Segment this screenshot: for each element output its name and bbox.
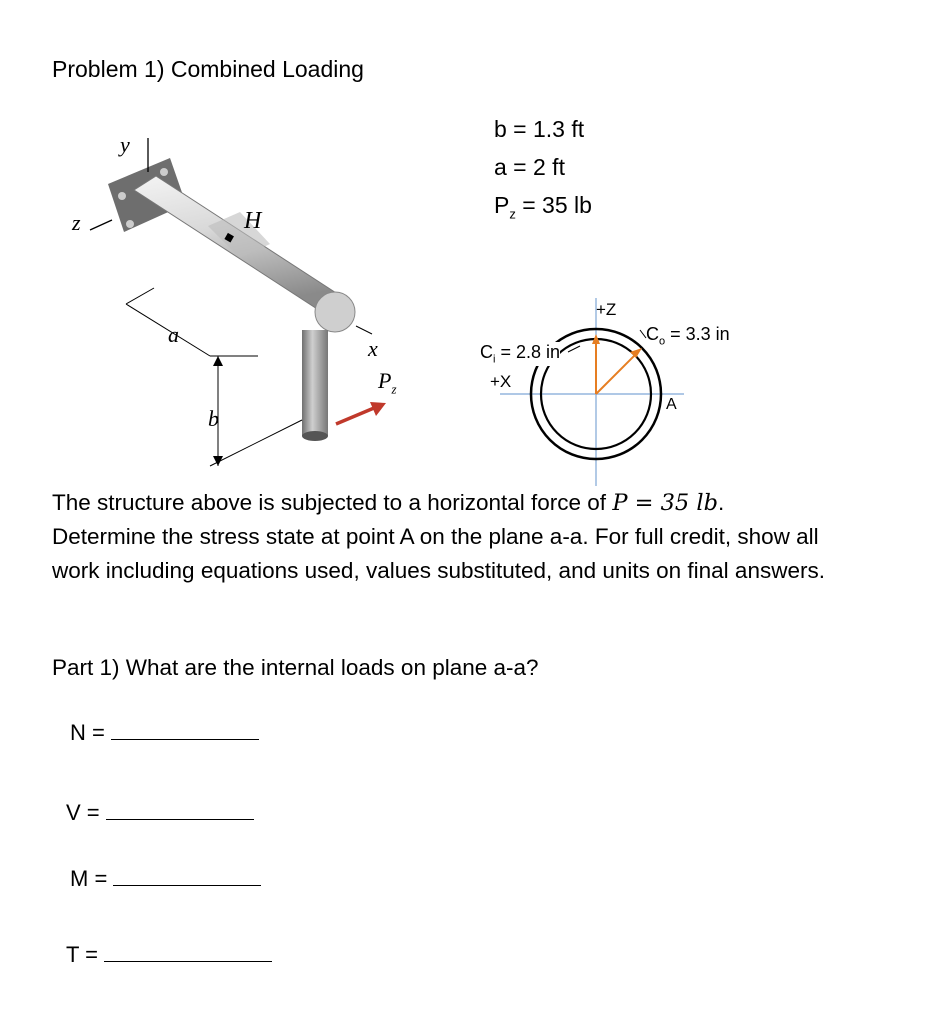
axis-x-label: x xyxy=(368,336,378,361)
elbow xyxy=(315,292,355,332)
answer-m: M = xyxy=(70,866,261,892)
label-pz: $P_z$ xyxy=(378,368,397,397)
answer-v: V = xyxy=(66,800,254,826)
force-arrow xyxy=(336,408,374,424)
answer-n-blank[interactable] xyxy=(111,721,259,740)
answer-n: N = xyxy=(70,720,259,746)
force-equation: P = 35 lb xyxy=(612,490,718,516)
problem-title: Problem 1) Combined Loading xyxy=(52,56,364,82)
structure-figure xyxy=(60,120,420,480)
given-a: a = 2 ft xyxy=(494,154,565,180)
answer-m-blank[interactable] xyxy=(113,867,261,886)
given-b: b = 1.3 ft xyxy=(494,116,585,142)
cross-section-figure xyxy=(470,290,770,490)
answer-t: T = xyxy=(66,942,272,968)
problem-statement: The structure above is subjected to a horizontal force of P = 35 lb. Determine the stress state at point A on the plane a-a. For full credit, show all work including equations used, values substituted, and units on final answers. xyxy=(52,490,825,583)
plus-z-label: +Z xyxy=(596,300,617,319)
part1-question: Part 1) What are the internal loads on plane a-a? xyxy=(52,655,539,680)
answer-v-blank[interactable] xyxy=(106,801,254,820)
given-pz: $P_z = 35$ lb xyxy=(494,192,592,222)
cross-section-drawing xyxy=(470,290,770,490)
label-b: b xyxy=(208,406,219,431)
radius-co xyxy=(596,352,638,394)
label-a: a xyxy=(168,322,179,347)
vertical-post xyxy=(302,330,328,436)
label-h: H xyxy=(244,208,262,234)
point-a-label: A xyxy=(666,396,677,413)
ci-label: $C_i = 2.8$ in xyxy=(480,342,560,366)
axis-z-label: z xyxy=(72,210,81,235)
co-label: $C_o = 3.3$ in xyxy=(646,324,730,348)
plus-x-label: +X xyxy=(490,372,512,391)
answer-t-blank[interactable] xyxy=(104,943,272,962)
axis-y-label: y xyxy=(120,132,130,157)
structure-drawing xyxy=(60,120,420,480)
